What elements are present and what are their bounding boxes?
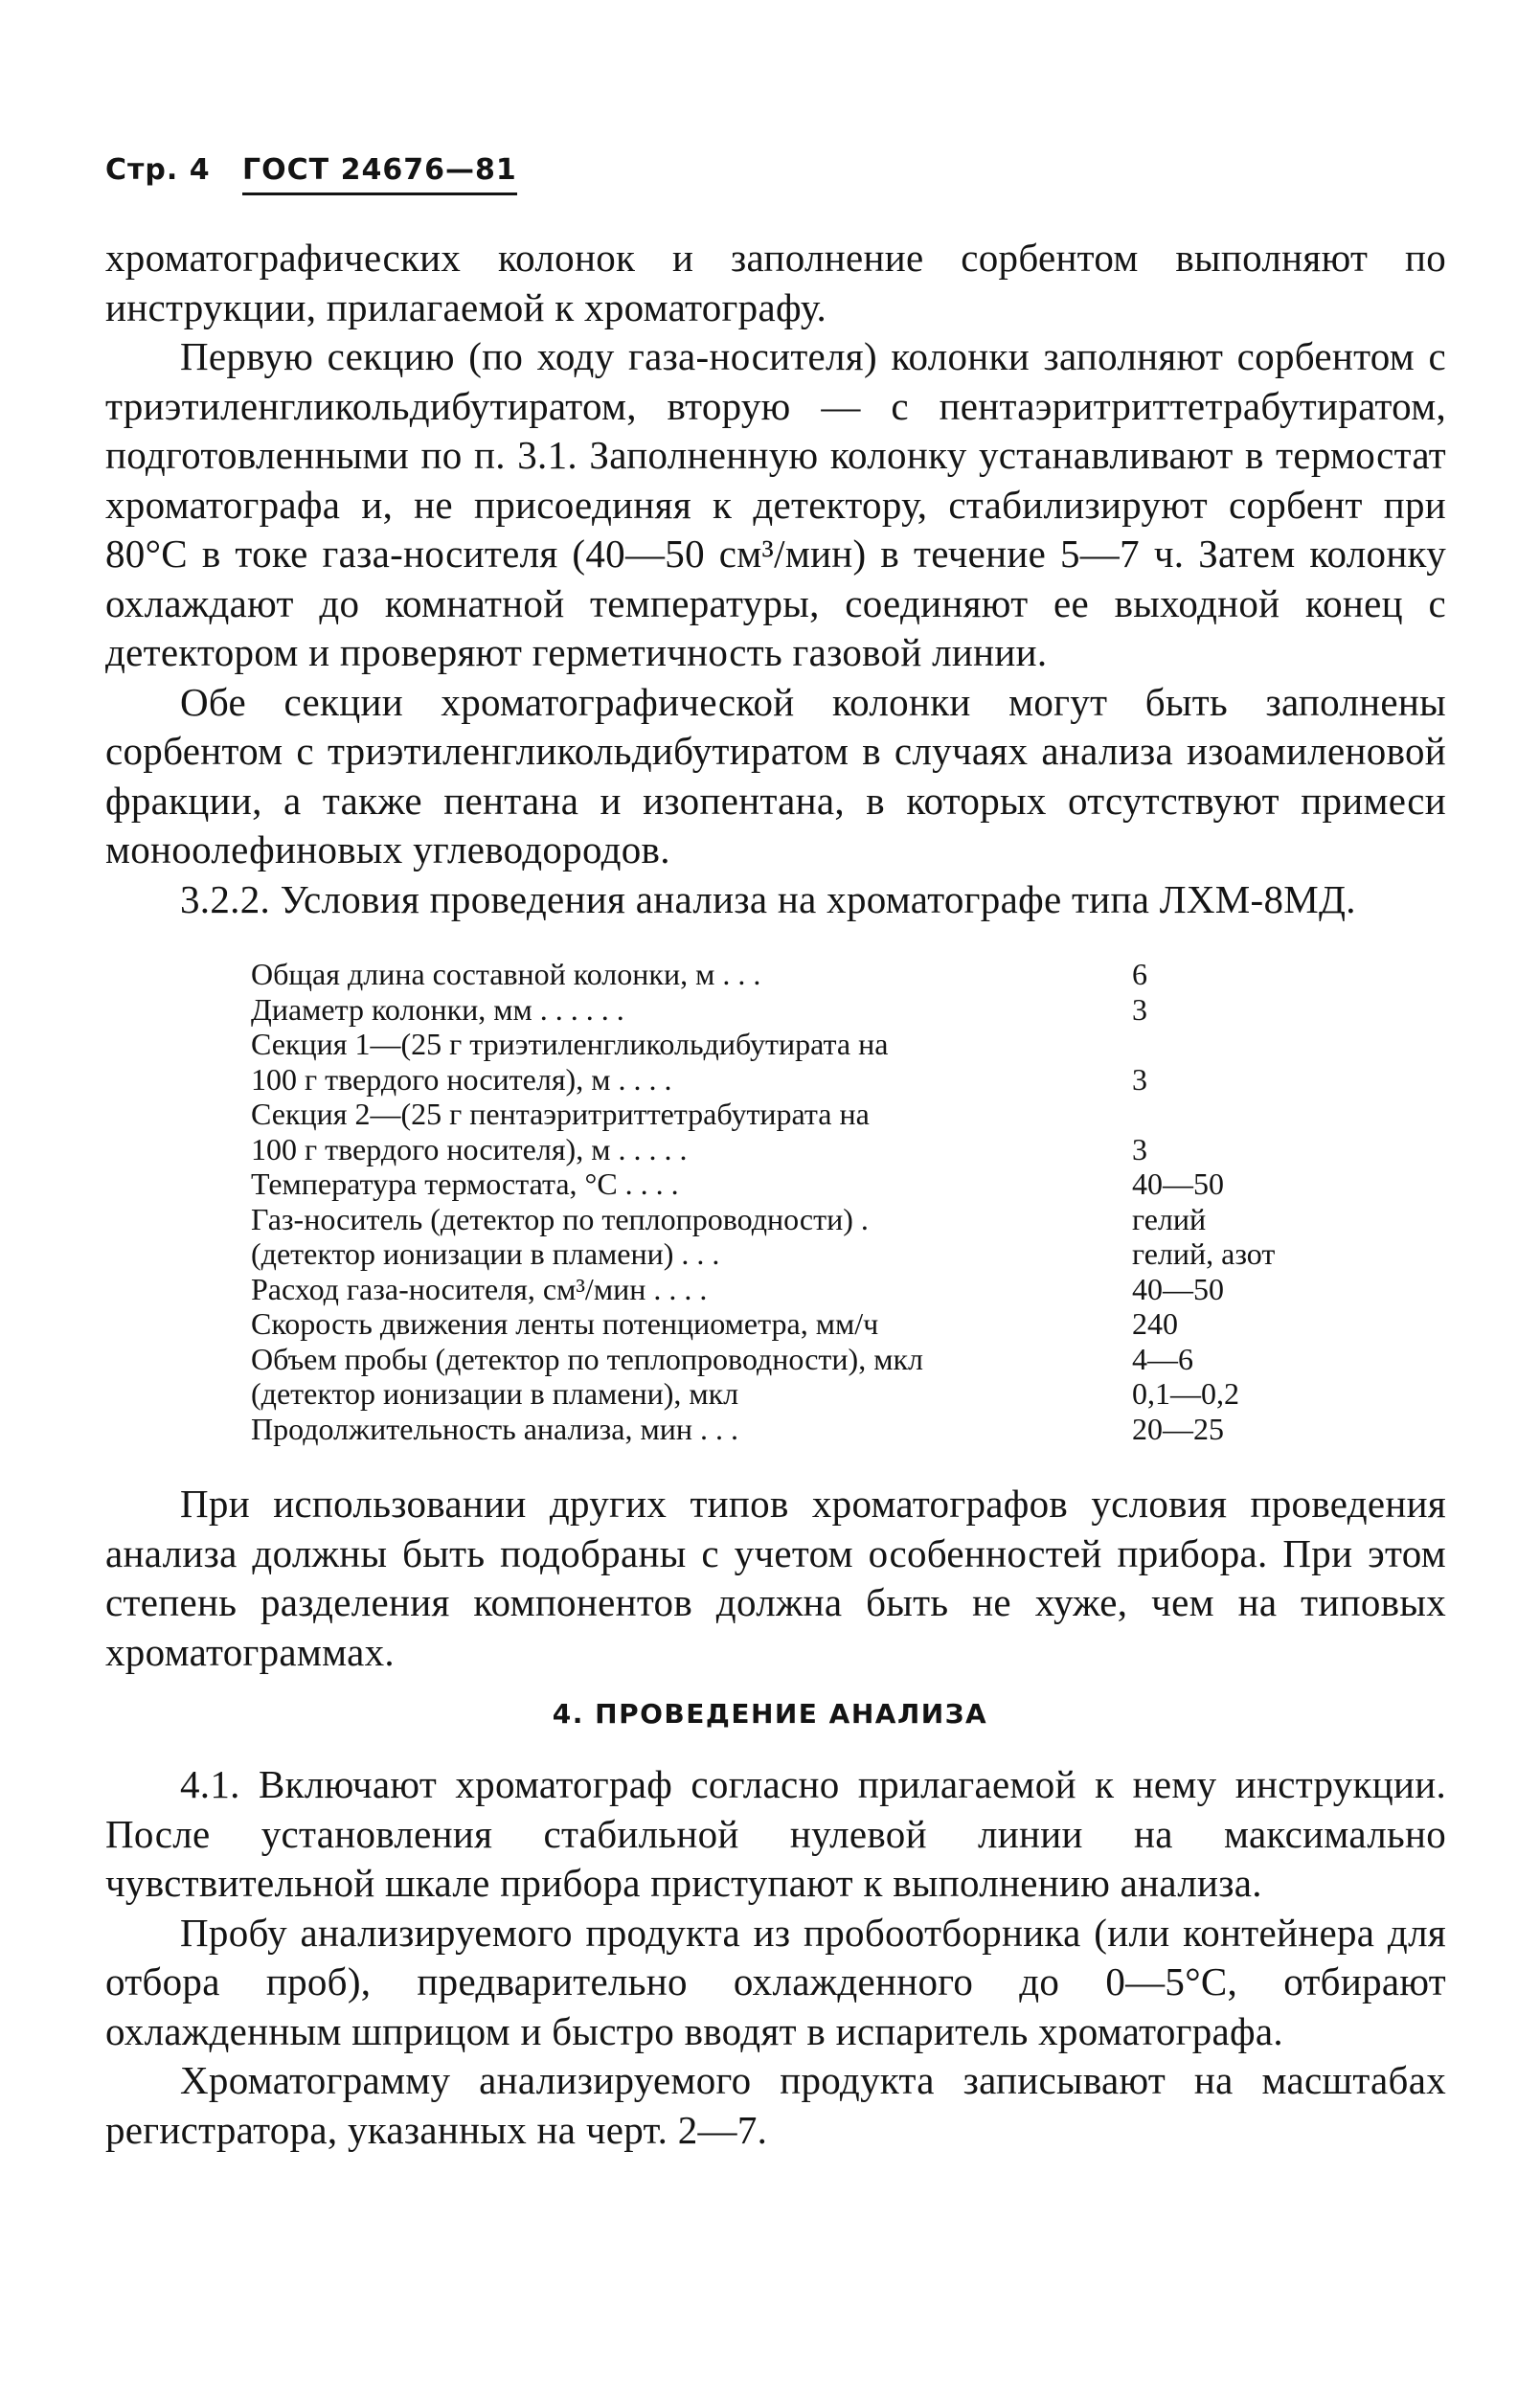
condition-value: 20—25 [1132,1411,1224,1446]
page-number: Стр. 4 [105,153,211,187]
paragraph-clause-3-2-2: 3.2.2. Условия проведения анализа на хроматографе типа ЛХМ-8МД. [180,876,1356,921]
condition-label: Общая длина составной колонки, м . . . [251,957,761,991]
page-header [105,153,517,187]
paragraph-clause-4-1: 4.1. Включают хроматограф согласно прилагаемой к нему инструкции. После установления стабильной нулевой линии на максимально чувствительной шкале прибора приступают к выполнению анализа. [105,1762,1446,1905]
condition-label: Объем пробы (детектор по теплопроводности), мкл [251,1341,923,1376]
standard-number: ГОСТ 24676—81 [242,153,517,195]
condition-label: Температура термостата, °С . . . . [251,1166,679,1201]
condition-label: (детектор ионизации в пламени) . . . [251,1236,720,1271]
paragraph: Пробу анализируемого продукта из пробоотборника (или контейнера для отбора проб), предварительно охлажденного до 0—5°С, отбирают охлажденным шприцом и быстро вводят в испаритель хроматографа. [105,1910,1446,2053]
table-row [251,1306,1275,1342]
table-row [251,957,1275,992]
analysis-conditions-table [251,957,1275,1446]
condition-value: 3 [1132,1131,1147,1166]
condition-label: Расход газа-носителя, см³/мин . . . . [251,1271,708,1306]
condition-value: 3 [1132,991,1147,1027]
condition-value: 240 [1132,1306,1178,1341]
condition-value: 3 [1132,1061,1147,1097]
text-block-section-4 [105,1760,1446,2155]
condition-value: 4—6 [1132,1341,1193,1376]
condition-value: 6 [1132,957,1147,991]
condition-value: 0,1—0,2 [1132,1376,1239,1411]
condition-value: гелий, азот [1132,1236,1276,1271]
text-block-other-chromatographs [105,1480,1446,1677]
table-row [251,1202,1275,1237]
condition-value [1122,1097,1275,1132]
table-row [251,1272,1275,1307]
condition-label: 100 г твердого носителя), м . . . . . [251,1131,688,1166]
paragraph: хроматографических колонок и заполнение сорбентом выполняют по инструкции, прилагаемой к хроматографу. [105,236,1446,329]
paragraph: При использовании других типов хроматографов условия проведения анализа должны быть подобраны с учетом особенностей прибора. При этом степень разделения компонентов должна быть не хуже, чем на типовых хроматограммах. [105,1482,1446,1674]
condition-label: Продолжительность анализа, мин . . . [251,1411,738,1446]
table-row [251,1166,1275,1202]
condition-label: Скорость движения ленты потенциометра, мм/ч [251,1306,879,1341]
condition-value: гелий [1132,1201,1207,1236]
section-heading: 4. ПРОВЕДЕНИЕ АНАЛИЗА [552,1698,988,1730]
condition-label: Секция 2—(25 г пентаэритриттетрабутирата на [251,1097,870,1131]
table-row [251,1236,1275,1272]
condition-value: 40—50 [1132,1271,1224,1306]
condition-label: Секция 1—(25 г триэтиленгликольдибутирата на [251,1027,889,1061]
text-block-column-preparation [105,234,1446,924]
condition-label: Диаметр колонки, мм . . . . . . [251,991,624,1027]
table-row [251,1376,1275,1412]
paragraph: Хроматограмму анализируемого продукта записывают на масштабах регистратора, указанных на черт. 2—7. [105,2058,1446,2152]
condition-label: 100 г твердого носителя), м . . . . [251,1061,672,1097]
condition-value [1122,1027,1275,1062]
paragraph: Обе секции хроматографической колонки могут быть заполнены сорбентом с триэтиленгликольдибутиратом в случаях анализа изоамиленовой фракции, а также пентана и изопентана, в которых отсутствуют примеси моноолефиновых углеводородов. [105,679,1446,872]
table-row [251,1027,1275,1062]
paragraph: Первую секцию (по ходу газа-носителя) колонки заполняют сорбентом с триэтиленгликольдибутиратом, вторую — с пентаэритриттетрабутиратом, подготовленными по п. 3.1. Заполненную колонку устанавливают в термостат хроматографа и, не присоединяя к детектору, стабилизируют сорбент при 80°С в токе газа-носителя (40—50 см³/мин) в течение 5—7 ч. Затем колонку охлаждают до комнатной температуры, соединяют ее выходной конец с детектором и проверяют герметичность газовой линии. [105,334,1446,674]
condition-value: 40—50 [1132,1166,1224,1201]
table-row [251,1342,1275,1377]
condition-label: Газ-носитель (детектор по теплопроводности) . [251,1201,869,1236]
table-row [251,1097,1275,1132]
table-row [251,992,1275,1028]
table-row [251,1412,1275,1447]
condition-label: (детектор ионизации в пламени), мкл [251,1376,739,1411]
table-row [251,1132,1275,1167]
table-row [251,1062,1275,1098]
